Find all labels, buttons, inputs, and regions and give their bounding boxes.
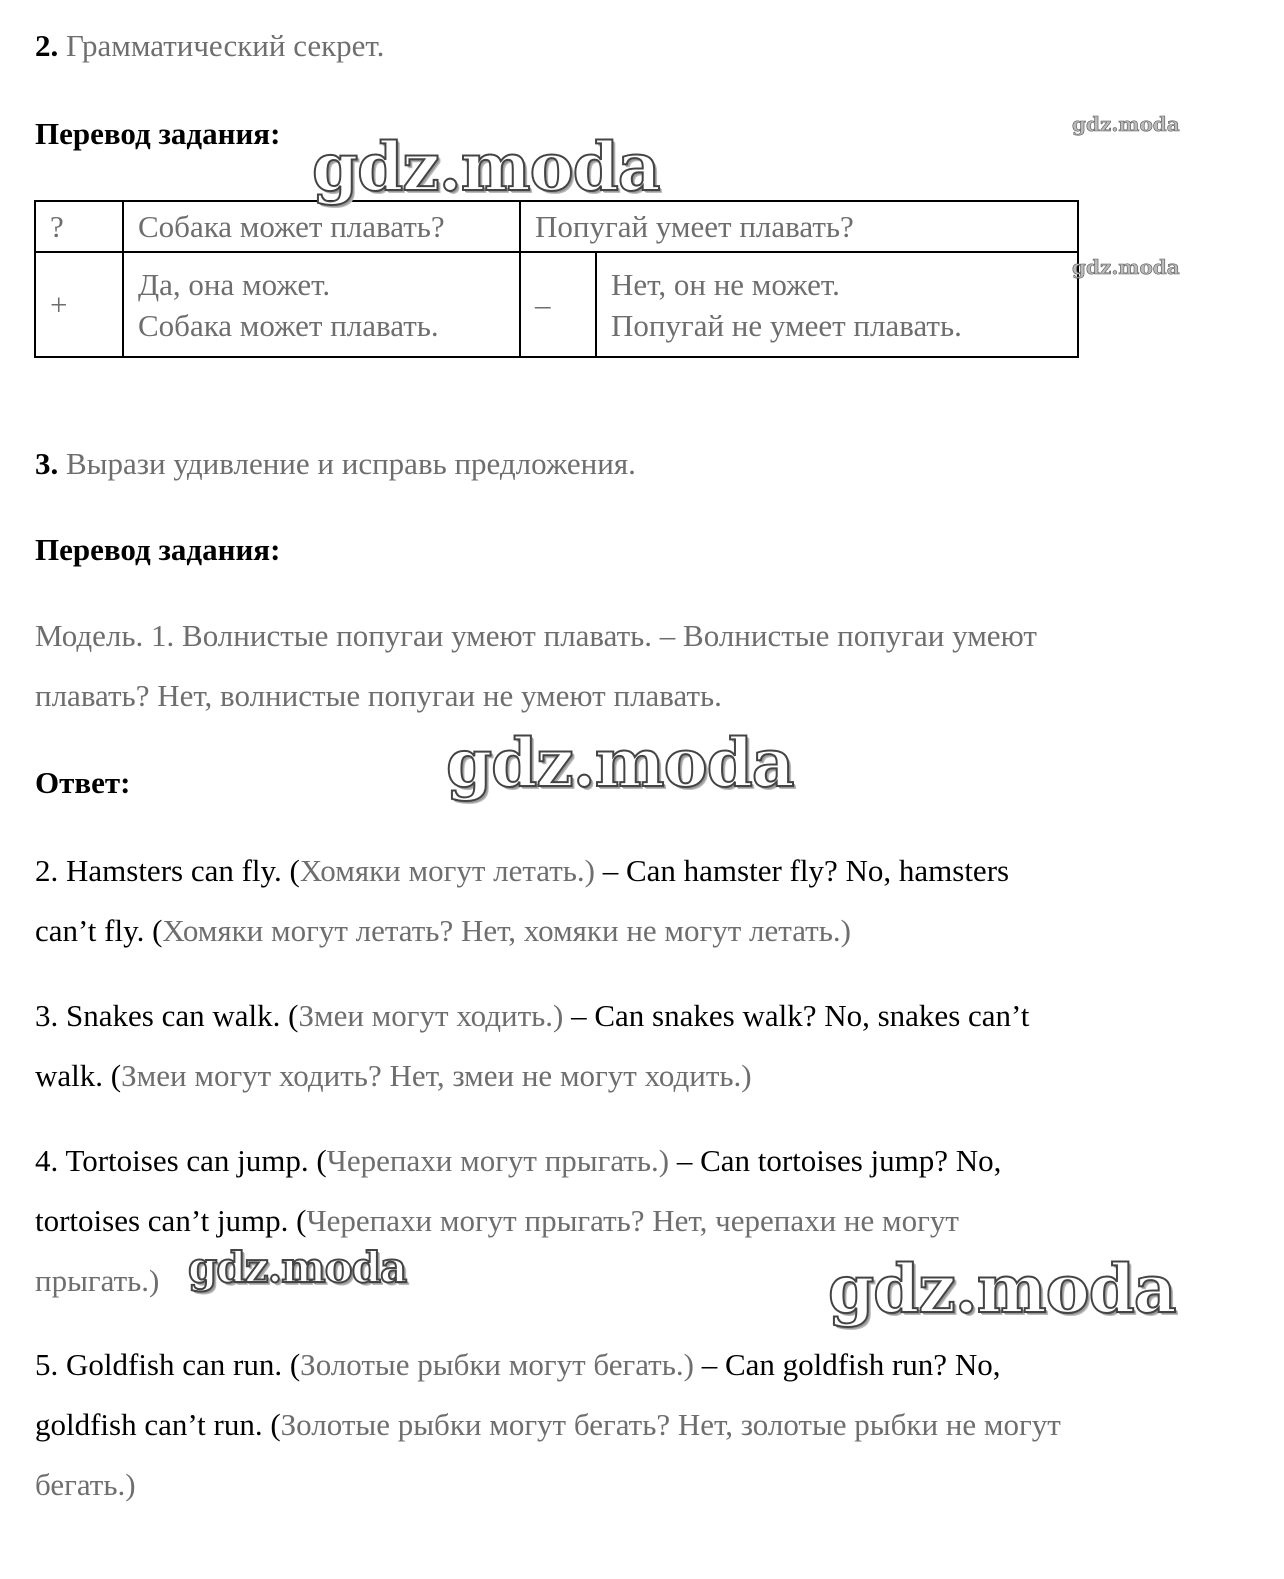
answer-4-en-question: – Can tortoises jump? No, — [669, 1143, 1002, 1178]
answer-5-en: 5. Goldfish can run. ( — [35, 1347, 301, 1382]
answer-4-line-3: прыгать.) — [35, 1263, 160, 1298]
task3-translation-heading: Перевод задания: — [35, 532, 281, 567]
parrot-answer — [596, 252, 1078, 357]
task2-translation-heading: Перевод задания: — [35, 116, 281, 151]
answer-5-ru-neg: Золотые рыбки могут бегать? Нет, золотые рыбки не могут — [280, 1407, 1061, 1442]
watermark-small: gdz.moda — [1072, 112, 1180, 136]
answer-5-en-question: – Can goldfish run? No, — [693, 1347, 1001, 1382]
answer-5-line-1 — [35, 1347, 1000, 1383]
answer-2-ru: Хомяки могут летать.) — [299, 853, 595, 888]
answer-5-en-neg: goldfish can’t run. ( — [35, 1407, 281, 1442]
watermark: gdz.moda — [188, 1243, 407, 1292]
answer-2-en-question: – Can hamster fly? No, hamsters — [594, 853, 1010, 888]
answer-3-en: 3. Snakes can walk. ( — [35, 998, 299, 1033]
answer-2-line-2 — [35, 913, 851, 949]
grammar-table — [34, 200, 1079, 358]
answer-4-ru-neg: Черепахи могут прыгать? Нет, черепахи не могут — [306, 1203, 959, 1238]
answer-4-line-1 — [35, 1143, 1001, 1179]
watermark: gdz.moda — [312, 128, 660, 206]
table-row — [35, 201, 1078, 252]
answer-5-line-3: бегать.) — [35, 1467, 136, 1502]
answer-2-en-neg: can’t fly. ( — [35, 913, 163, 948]
answer-heading: Ответ: — [35, 765, 131, 800]
answer-4-line-2 — [35, 1203, 959, 1239]
question-symbol: ? — [35, 201, 123, 252]
answer-5-ru: Золотые рыбки могут бегать.) — [300, 1347, 694, 1382]
dog-answer — [123, 252, 520, 357]
watermark: gdz.moda — [828, 1250, 1176, 1328]
answer-4-en: 4. Tortoises can jump. ( — [35, 1143, 327, 1178]
task2-title-line — [35, 28, 384, 64]
model-line-2: плавать? Нет, волнистые попугаи не умеют плавать. — [35, 678, 722, 713]
answer-2-line-1 — [35, 853, 1009, 889]
answer-5-line-2 — [35, 1407, 1061, 1443]
parrot-question: Попугай умеет плавать? — [520, 201, 1078, 252]
answer-3-ru: Змеи могут ходить.) — [298, 998, 564, 1033]
task3-number: 3. — [35, 446, 59, 481]
parrot-answer-line1: Нет, он не может. — [611, 266, 840, 302]
model-line-1: Модель. 1. Волнистые попугаи умеют плавать. – Волнистые попугаи умеют — [35, 618, 1037, 653]
plus-symbol: + — [35, 252, 123, 357]
table-row — [35, 252, 1078, 357]
parrot-answer-line2: Попугай не умеет плавать. — [611, 307, 962, 343]
answer-2-ru-neg: Хомяки могут летать? Нет, хомяки не могут летать.) — [162, 913, 851, 948]
task3-title: Вырази удивление и исправь предложения. — [66, 446, 636, 481]
minus-symbol: – — [520, 252, 596, 357]
answer-3-line-2 — [35, 1058, 752, 1094]
answer-4-ru: Черепахи могут прыгать.) — [326, 1143, 670, 1178]
dog-answer-line2: Собака может плавать. — [138, 307, 439, 343]
dog-question: Собака может плавать? — [123, 201, 520, 252]
task2-number: 2. — [35, 28, 59, 63]
task3-title-line — [35, 446, 636, 482]
answer-3-ru-neg: Змеи могут ходить? Нет, змеи не могут ходить.) — [121, 1058, 752, 1093]
answer-2-en: 2. Hamsters can fly. ( — [35, 853, 300, 888]
watermark-small: gdz.moda — [1072, 255, 1180, 279]
answer-3-en-neg: walk. ( — [35, 1058, 122, 1093]
answer-3-line-1 — [35, 998, 1029, 1034]
task2-title: Грамматический секрет. — [66, 28, 385, 63]
answer-4-en-neg: tortoises can’t jump. ( — [35, 1203, 307, 1238]
watermark: gdz.moda — [446, 724, 794, 802]
dog-answer-line1: Да, она может. — [138, 266, 331, 302]
answer-3-en-question: – Can snakes walk? No, snakes can’t — [563, 998, 1030, 1033]
